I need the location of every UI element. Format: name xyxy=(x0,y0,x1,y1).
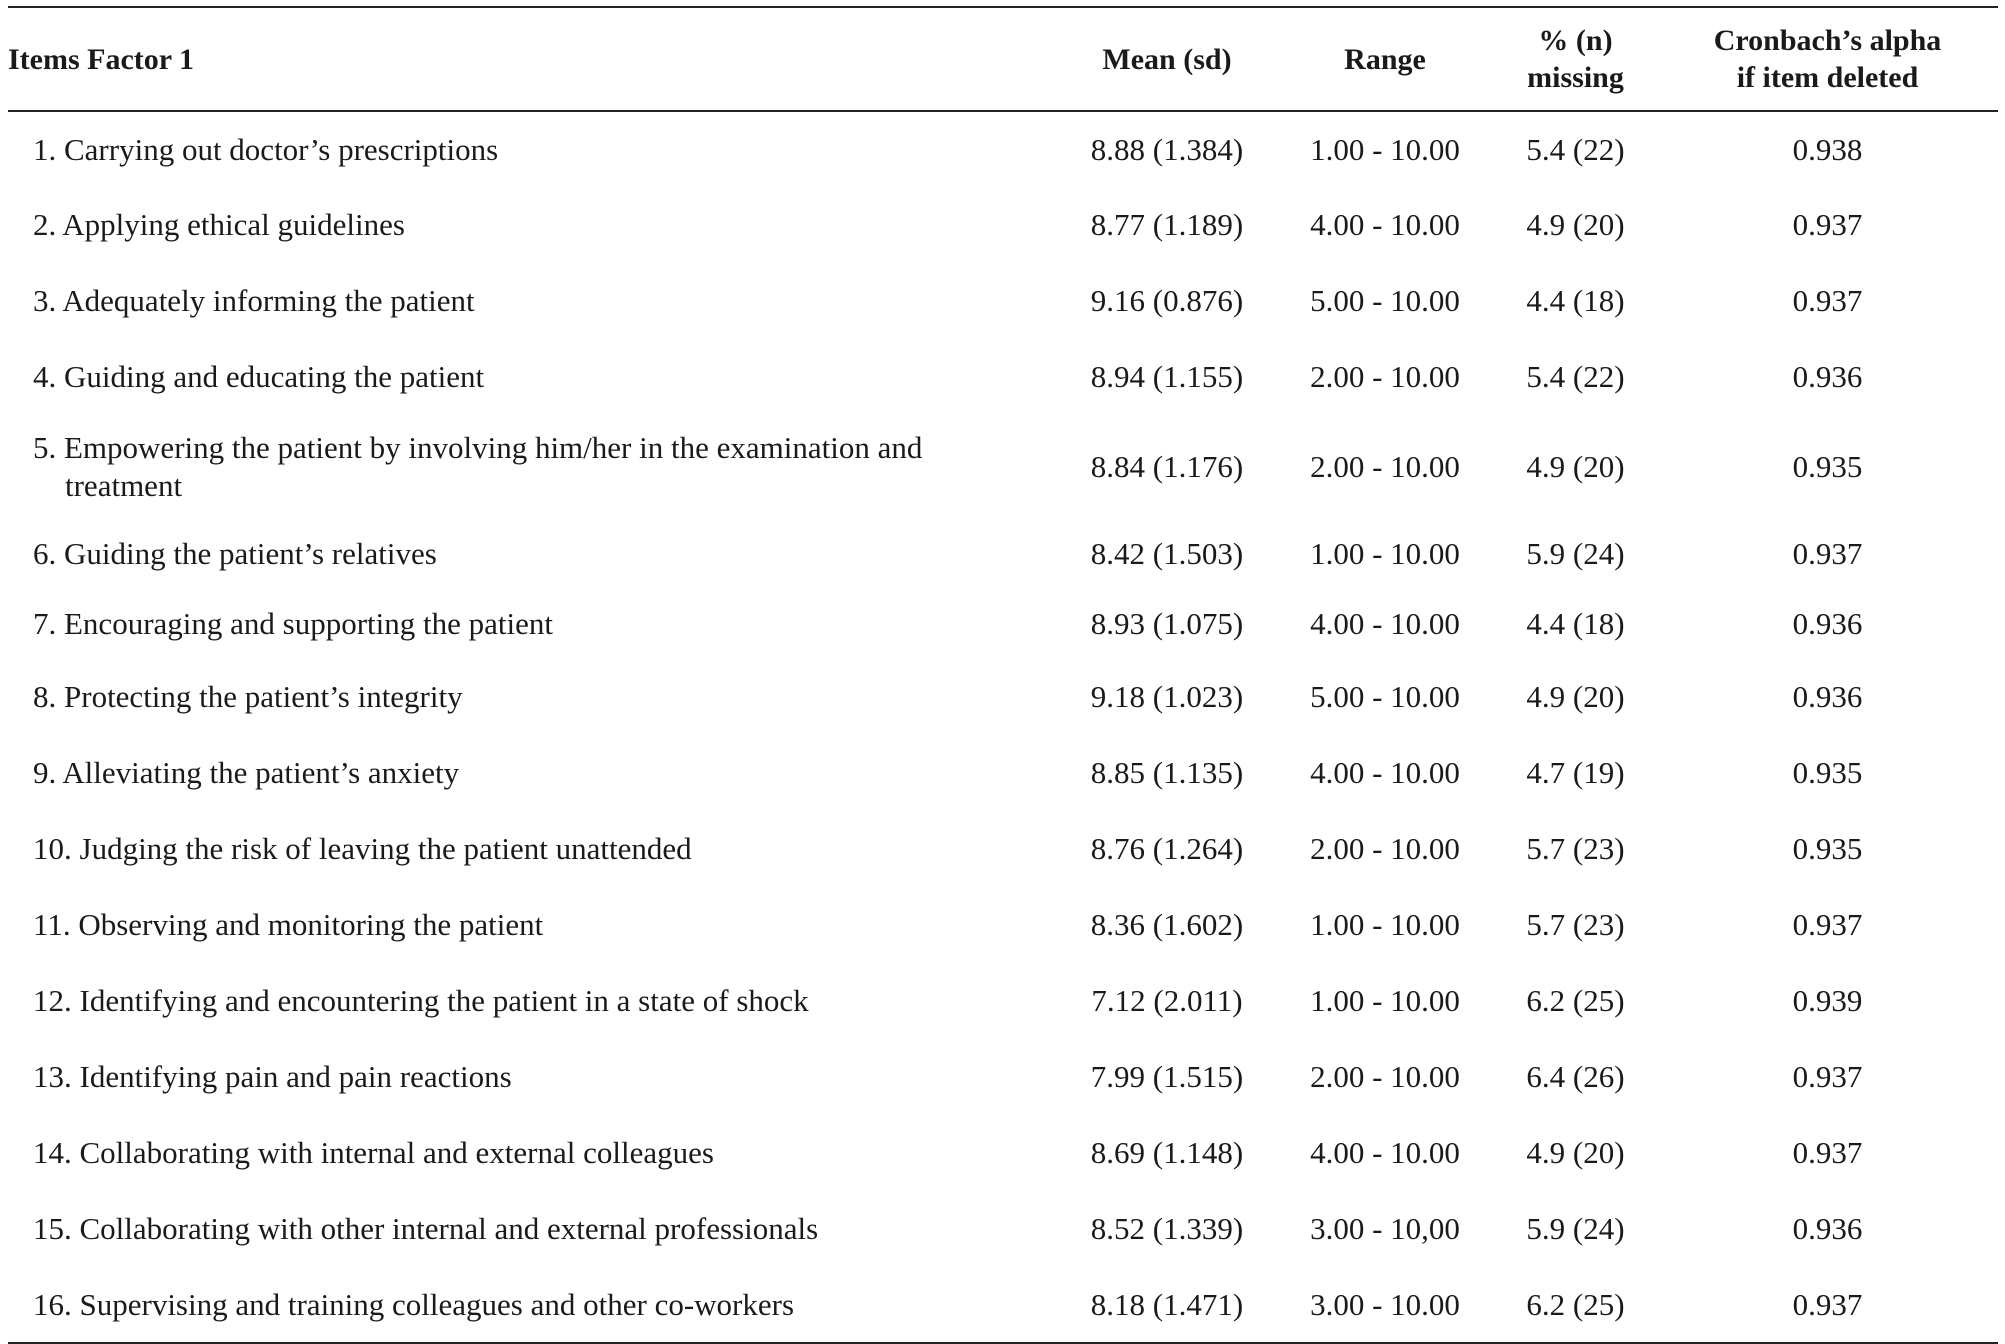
header-alpha-line2: if item deleted xyxy=(1736,61,1919,94)
header-items: Items Factor 1 xyxy=(8,7,1058,111)
factor-items-table xyxy=(8,6,1998,1344)
range-cell: 1.00 - 10.00 xyxy=(1310,131,1460,167)
table-row xyxy=(8,415,1998,519)
range-cell: 1.00 - 10.00 xyxy=(1310,907,1460,942)
header-mean: Mean (sd) xyxy=(1058,7,1276,111)
item-cell: 14. Collaborating with internal and external colleagues xyxy=(33,1135,714,1170)
mean-cell: 8.93 (1.075) xyxy=(1090,606,1244,641)
missing-cell: 4.4 (18) xyxy=(1526,606,1625,641)
alpha-cell: 0.936 xyxy=(1792,606,1863,641)
alpha-cell: 0.938 xyxy=(1792,131,1863,167)
alpha-cell: 0.937 xyxy=(1792,1059,1863,1094)
missing-cell: 5.9 (24) xyxy=(1526,1211,1625,1246)
item-cell: 2. Applying ethical guidelines xyxy=(33,207,405,242)
item-cell: 4. Guiding and educating the patient xyxy=(33,359,485,394)
alpha-cell: 0.937 xyxy=(1792,1135,1863,1170)
range-cell: 4.00 - 10.00 xyxy=(1310,1135,1460,1170)
alpha-cell: 0.939 xyxy=(1792,983,1863,1018)
table-row xyxy=(8,519,1998,589)
table-row xyxy=(8,589,1998,659)
table-row xyxy=(8,187,1998,263)
range-cell: 1.00 - 10.00 xyxy=(1310,536,1460,571)
table-body xyxy=(8,111,1998,1343)
table-row xyxy=(8,1267,1998,1343)
range-cell: 4.00 - 10.00 xyxy=(1310,606,1460,641)
range-cell: 2.00 - 10.00 xyxy=(1310,831,1460,866)
item-cell: 15. Collaborating with other internal and external professionals xyxy=(33,1211,819,1246)
item-cell: 16. Supervising and training colleagues and other co-workers xyxy=(8,1267,1058,1343)
table-row xyxy=(8,811,1998,887)
alpha-cell: 0.936 xyxy=(1792,359,1863,394)
missing-cell: 4.9 (20) xyxy=(1526,449,1625,484)
alpha-cell: 0.937 xyxy=(1792,536,1863,571)
item-cell: 11. Observing and monitoring the patient xyxy=(33,907,544,942)
range-cell: 2.00 - 10.00 xyxy=(1310,1059,1460,1094)
table-row xyxy=(8,659,1998,735)
alpha-cell: 0.935 xyxy=(1792,755,1863,790)
header-missing xyxy=(1494,7,1657,111)
table-row xyxy=(8,963,1998,1039)
item-cell xyxy=(8,415,1058,519)
range-cell: 3.00 - 10.00 xyxy=(1276,1267,1494,1343)
table-row xyxy=(8,735,1998,811)
mean-cell: 7.12 (2.011) xyxy=(1091,983,1243,1018)
header-row xyxy=(8,7,1998,111)
table-row xyxy=(8,339,1998,415)
missing-cell: 4.7 (19) xyxy=(1526,755,1625,790)
table-row xyxy=(8,1191,1998,1267)
item-cell: 8. Protecting the patient’s integrity xyxy=(33,679,463,714)
mean-cell: 8.77 (1.189) xyxy=(1090,207,1244,242)
item-text-line1: 5. Empowering the patient by involving him/her in the examination and xyxy=(33,430,923,465)
alpha-cell: 0.936 xyxy=(1792,1211,1863,1246)
range-cell: 4.00 - 10.00 xyxy=(1310,207,1460,242)
missing-cell: 5.4 (22) xyxy=(1526,131,1625,167)
mean-cell: 8.88 (1.384) xyxy=(1090,131,1244,167)
missing-cell: 5.7 (23) xyxy=(1526,831,1625,866)
table-row xyxy=(8,263,1998,339)
mean-cell: 8.52 (1.339) xyxy=(1090,1211,1244,1246)
range-cell: 2.00 - 10.00 xyxy=(1310,449,1460,484)
table-row xyxy=(8,111,1998,187)
alpha-cell: 0.936 xyxy=(1792,679,1863,714)
missing-cell: 4.9 (20) xyxy=(1526,207,1625,242)
header-alpha xyxy=(1657,7,1998,111)
item-cell: 1. Carrying out doctor’s prescriptions xyxy=(33,131,499,167)
item-cell: 12. Identifying and encountering the patient in a state of shock xyxy=(33,983,809,1018)
missing-cell: 4.9 (20) xyxy=(1526,1135,1625,1170)
table-row xyxy=(8,887,1998,963)
item-cell: 3. Adequately informing the patient xyxy=(33,283,475,318)
item-cell: 9. Alleviating the patient’s anxiety xyxy=(33,755,460,790)
range-cell: 5.00 - 10.00 xyxy=(1310,283,1460,318)
table-header xyxy=(8,7,1998,111)
missing-cell: 6.4 (26) xyxy=(1526,1059,1625,1094)
missing-cell: 5.9 (24) xyxy=(1526,536,1625,571)
header-missing-line2: missing xyxy=(1527,61,1624,94)
missing-cell: 4.4 (18) xyxy=(1526,283,1625,318)
header-alpha-line1: Cronbach’s alpha xyxy=(1713,24,1942,57)
alpha-cell: 0.937 xyxy=(1657,1267,1998,1343)
header-range: Range xyxy=(1276,7,1494,111)
item-cell: 6. Guiding the patient’s relatives xyxy=(33,536,437,571)
mean-cell: 8.85 (1.135) xyxy=(1090,755,1244,790)
item-cell: 10. Judging the risk of leaving the patient unattended xyxy=(33,831,692,866)
mean-cell: 9.18 (1.023) xyxy=(1090,679,1244,714)
range-cell: 2.00 - 10.00 xyxy=(1310,359,1460,394)
range-cell: 3.00 - 10,00 xyxy=(1310,1211,1460,1246)
alpha-cell: 0.937 xyxy=(1792,283,1863,318)
mean-cell: 9.16 (0.876) xyxy=(1090,283,1244,318)
missing-cell: 4.9 (20) xyxy=(1526,679,1625,714)
mean-cell: 8.18 (1.471) xyxy=(1058,1267,1276,1343)
mean-cell: 8.94 (1.155) xyxy=(1090,359,1244,394)
range-cell: 5.00 - 10.00 xyxy=(1310,679,1460,714)
mean-cell: 8.36 (1.602) xyxy=(1090,907,1244,942)
missing-cell: 6.2 (25) xyxy=(1494,1267,1657,1343)
missing-cell: 6.2 (25) xyxy=(1526,983,1625,1018)
item-cell: 13. Identifying pain and pain reactions xyxy=(33,1059,512,1094)
header-missing-line1: % (n) xyxy=(1538,24,1613,57)
range-cell: 4.00 - 10.00 xyxy=(1310,755,1460,790)
mean-cell: 8.76 (1.264) xyxy=(1090,831,1244,866)
mean-cell: 8.69 (1.148) xyxy=(1090,1135,1244,1170)
mean-cell: 8.84 (1.176) xyxy=(1090,449,1244,484)
item-text-line2: treatment xyxy=(65,468,183,503)
item-cell: 7. Encouraging and supporting the patient xyxy=(33,606,553,641)
table-row xyxy=(8,1039,1998,1115)
alpha-cell: 0.937 xyxy=(1792,207,1863,242)
missing-cell: 5.7 (23) xyxy=(1526,907,1625,942)
missing-cell: 5.4 (22) xyxy=(1526,359,1625,394)
table-row xyxy=(8,1115,1998,1191)
alpha-cell: 0.937 xyxy=(1792,907,1863,942)
mean-cell: 7.99 (1.515) xyxy=(1090,1059,1244,1094)
range-cell: 1.00 - 10.00 xyxy=(1310,983,1460,1018)
alpha-cell: 0.935 xyxy=(1792,831,1863,866)
alpha-cell: 0.935 xyxy=(1792,449,1863,484)
mean-cell: 8.42 (1.503) xyxy=(1090,536,1244,571)
